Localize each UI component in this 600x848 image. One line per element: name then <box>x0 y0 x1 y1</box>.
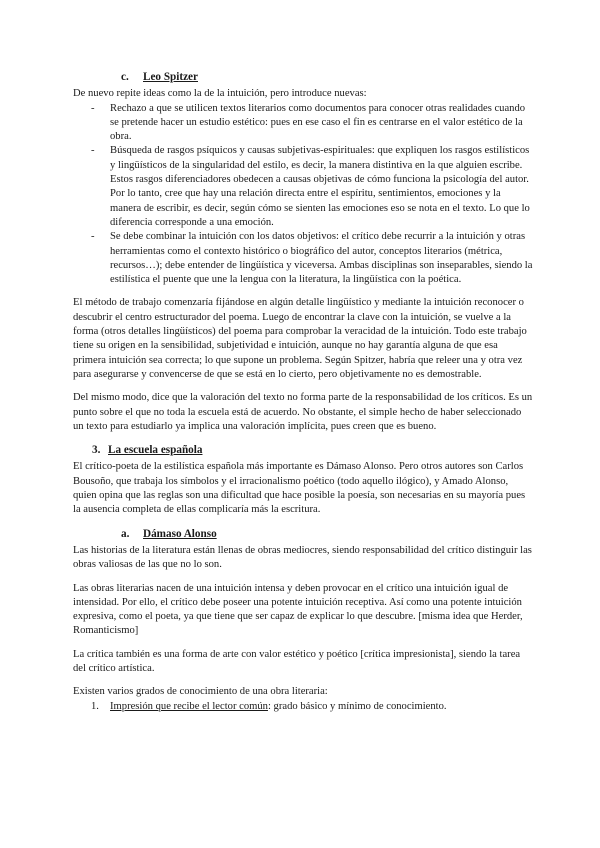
list-item <box>73 144 533 230</box>
spitzer-paragraph-method: El método de trabajo comenzaría fijándose en algún detalle lingüístico y mediante la intuición reconocer o descubrir el centro estructurador del poema. Luego de encontrar la clave con la intuición, se vuelve a la forma (otros detalles lingüísticos) del poema para comprobar la veracidad de la intuición. Todo este trabajo tiene su origen en la sensibilidad, subjetividad e intuición, aunque no hay garantía alguna de que esa primera intuición sea correcta; lo que supone un problema. Según Spitzer, habría que releer una y otra vez para asegurarse y convencerse de que se está en lo cierto, pero objetivamente no es demostrable. <box>73 297 527 380</box>
heading-title: Leo Spitzer <box>143 71 198 83</box>
spitzer-paragraph-valoracion: Del mismo modo, dice que la valoración del texto no forma parte de la responsabilidad de los críticos. Es un punto sobre el que no toda la escuela está de acuerdo. No obstante, el simple hecho de haber seleccionado un texto para estudiarlo ya implica una valoración implícita, pues creen que es bueno. <box>73 392 533 432</box>
heading-leo-spitzer <box>121 70 533 84</box>
dash-bullet: - <box>91 102 95 114</box>
list-item-text: Rechazo a que se utilicen textos literarios como documentos para conocer otras realidades cuando se pretende hacer un estudio estético: pues en ese caso el fin es centrarse en el valor estético de la obra. <box>110 102 526 143</box>
heading-damaso-alonso <box>121 527 533 541</box>
heading-label: c. <box>121 71 129 83</box>
list-item <box>73 700 533 714</box>
grados-list <box>73 700 533 714</box>
spitzer-bullet-list <box>73 102 533 288</box>
escuela-paragraph: El crítico-poeta de la estilística española más importante es Dámaso Alonso. Pero otros autores son Carlos Bousoño, que trabaja los símbolos y el irracionalismo poético (todo aquello ilógico), y Amado Alonso, quien opina que las reglas son una dificultad que hace posible la poesía, son necesarias en su mayoría pues la ausencia completa de ellas complicaría más la escritura. <box>73 461 526 516</box>
heading-title: Dámaso Alonso <box>143 527 217 540</box>
damaso-paragraph-critica: La crítica también es una forma de arte con valor estético y poético [crítica impresionista], siendo la tarea del crítico artística. <box>73 648 521 674</box>
dash-bullet: - <box>91 145 95 157</box>
list-item-term: Impresión que recibe el lector común <box>110 700 268 712</box>
heading-escuela-espanola <box>92 443 533 457</box>
damaso-paragraph-obras: Las obras literarias nacen de una intuición intensa y deben provocar en el crítico una intuición igual de intensidad. Por ello, el crítico debe poseer una potente intuición receptiva. Así como una potente intuición expresiva, como el poeta, ya que tiene que ser capaz de explicar lo que descubre. [misma idea que Herder, Romanticismo] <box>73 582 523 637</box>
heading-label: a. <box>121 527 130 540</box>
list-item <box>73 102 533 145</box>
list-number: 1. <box>91 700 99 712</box>
heading-title: La escuela española <box>108 444 203 457</box>
list-item <box>73 230 533 287</box>
damaso-paragraph-grados: Existen varios grados de conocimiento de una obra literaria: <box>73 686 328 698</box>
dash-bullet: - <box>91 231 95 243</box>
damaso-paragraph-historias: Las historias de la literatura están llenas de obras mediocres, siendo responsabilidad del crítico distinguir las obras valiosas de las que no lo son. <box>73 544 532 571</box>
list-item-text: Se debe combinar la intuición con los datos objetivos: el crítico debe recurrir a la intuición y otras herramientas como el contexto histórico o biográfico del autor, conceptos literarios (métrica, recursos…); debe entender de lingüística y viceversa. Ambas disciplinas son inseparables, siendo la estilística el puente que une la lengua con la literatura, la lingüística con la poética. <box>110 231 533 286</box>
list-item-text: : grado básico y mínimo de conocimiento. <box>267 700 447 712</box>
list-item-text: Búsqueda de rasgos psíquicos y causas subjetivas-espirituales: que expliquen los rasgos estilísticos y lingüísticos de la singularidad del estilo, es decir, la manera distintiva en la que alguien escribe. Estos rasgos diferenciadores obedecen a causas objetivas de cómo funciona la psicología del autor. Por lo tanto, cree que hay una relación directa entre el espíritu, sentimientos, emociones y la manera de escribir, es decir, según cómo se sienten las emociones eso se nota en el texto. Lo que lo diferencia corresponde a una emoción. <box>110 145 530 228</box>
spitzer-intro: De nuevo repite ideas como la de la intuición, pero introduce nuevas: <box>73 88 367 100</box>
document-page <box>73 70 533 714</box>
heading-label: 3. <box>92 444 101 457</box>
